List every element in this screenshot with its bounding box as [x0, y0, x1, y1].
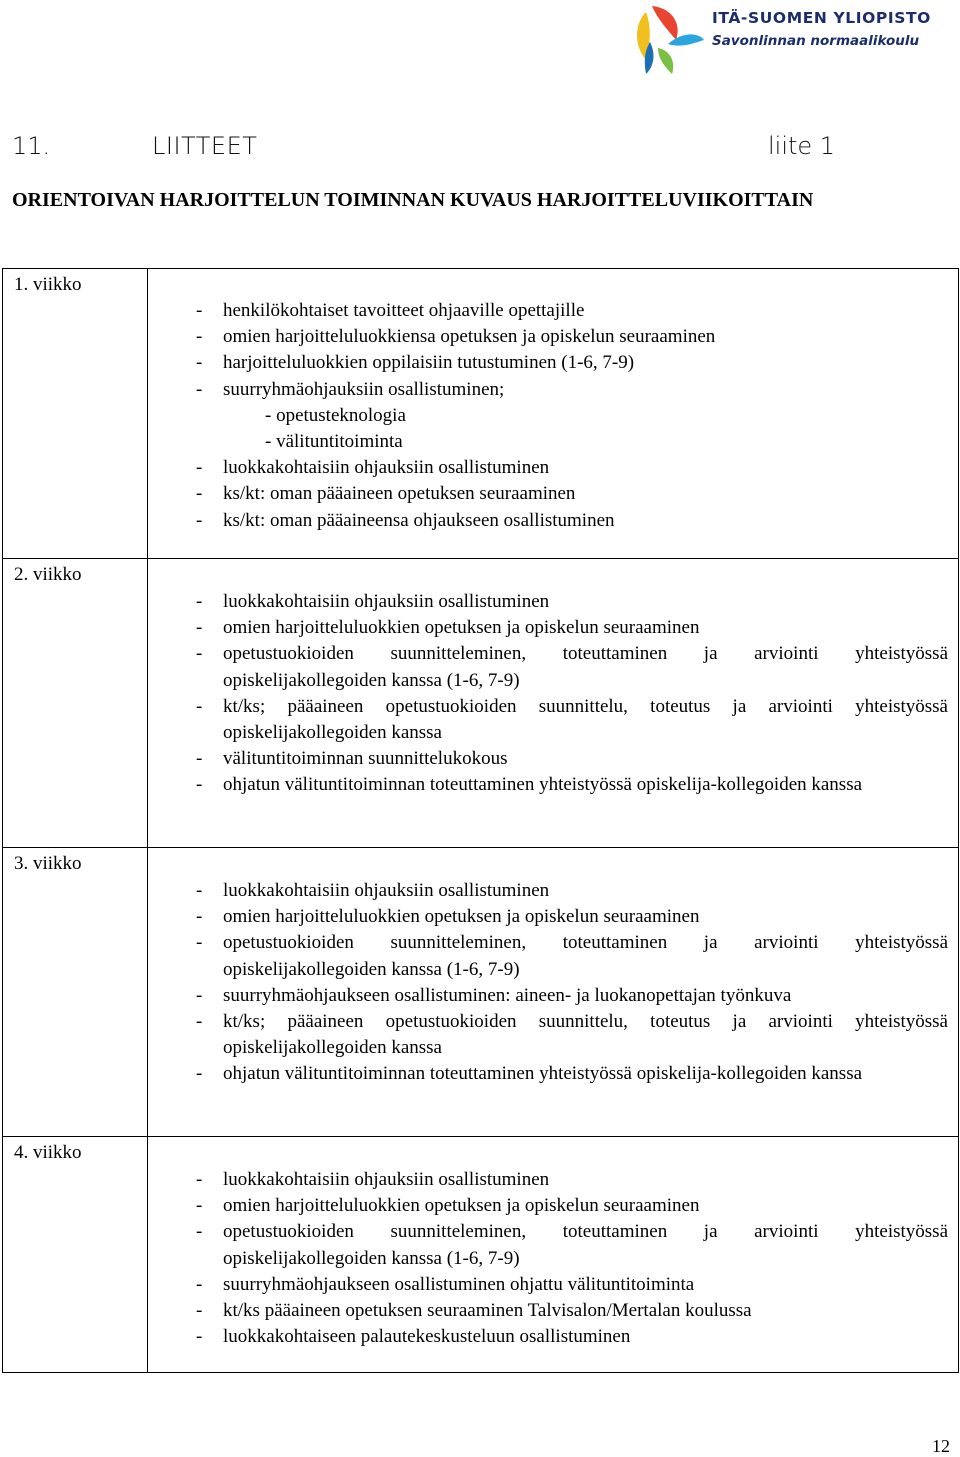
sub-list-item: - välituntitoiminta [265, 431, 403, 453]
list-item: - välituntitoiminnan suunnittelukokous [196, 748, 508, 770]
list-item: - harjoitteluluokkien oppilaisiin tutustuminen (1-6, 7-9) [196, 352, 635, 374]
list-item: - luokkakohtaisiin ohjauksiin osallistuminen [196, 457, 550, 479]
list-item: - suurryhmäohjaukseen osallistuminen ohjattu välituntitoiminta [196, 1273, 695, 1295]
list-item: - kt/ks pääaineen opetuksen seuraaminen Talvisalon/Mertalan koulussa [196, 1300, 752, 1322]
list-item: - luokkakohtaisiin ohjauksiin osallistuminen [196, 1169, 550, 1190]
table-row-week-3 [3, 848, 959, 1137]
list-item: - kt/ks; pääaineen opetustuokioiden suunnittelu, toteutus ja arviointi yhteistyössä opiskelijakollegoiden kanssa [196, 695, 948, 744]
table-row-week-2 [3, 559, 959, 848]
logo-university-name: ITÄ-SUOMEN YLIOPISTO [712, 9, 931, 27]
list-item: - luokkakohtaisiin ohjauksiin osallistuminen [196, 591, 550, 612]
sub-list-item: - opetusteknologia [265, 404, 406, 426]
list-item: - luokkakohtaisiin ohjauksiin osallistuminen [196, 880, 550, 901]
list-item: - opetustuokioiden suunnitteleminen, toteuttaminen ja arviointi yhteistyössä opiskelijakollegoiden kanssa (1-6, 7-9) [196, 932, 948, 980]
annex-label: liite 1 [768, 132, 836, 160]
list-item: - ohjatun välituntitoiminnan toteuttaminen yhteistyössä opiskelija-kollegoiden kanssa [196, 1063, 863, 1085]
list-item: - suurryhmäohjauksiin osallistuminen; [196, 378, 505, 400]
table-row-week-4 [3, 1137, 959, 1373]
flower-logo-icon [632, 2, 704, 76]
week-label: 3. viikko [14, 853, 82, 874]
week-cell [3, 559, 148, 848]
logo-petal-green [658, 48, 673, 74]
week-label: 1. viikko [14, 274, 82, 295]
logo-petal-red [652, 6, 678, 40]
list-item: - omien harjoitteluluokkien opetuksen ja opiskelun seuraaminen [196, 617, 700, 639]
week-cell [3, 269, 148, 559]
section-title: LIITTEET [152, 132, 258, 160]
page-number: 12 [932, 1436, 950, 1456]
activities-cell [148, 269, 959, 559]
week-label: 4. viikko [14, 1142, 82, 1163]
document-subheading: ORIENTOIVAN HARJOITTELUN TOIMINNAN KUVAUS HARJOITTELUVIIKOITTAIN [12, 189, 814, 211]
list-item: - opetustuokioiden suunnitteleminen, toteuttaminen ja arviointi yhteistyössä opiskelijakollegoiden kanssa (1-6, 7-9) [196, 643, 948, 691]
weekly-activities-table [2, 268, 959, 1373]
list-item: - kt/ks; pääaineen opetustuokioiden suunnittelu, toteutus ja arviointi yhteistyössä opiskelijakollegoiden kanssa [196, 1011, 948, 1059]
activities-cell [148, 1137, 959, 1373]
activities-cell [148, 559, 959, 848]
section-number: 11. [12, 132, 51, 160]
week-label: 2. viikko [14, 564, 82, 585]
list-item: - ks/kt: oman pääaineen opetuksen seuraaminen [196, 483, 576, 505]
table-row-week-1 [3, 269, 959, 559]
list-item: - opetustuokioiden suunnitteleminen, toteuttaminen ja arviointi yhteistyössä opiskelijakollegoiden kanssa (1-6, 7-9) [196, 1221, 948, 1269]
list-item: - henkilökohtaiset tavoitteet ohjaaville opettajille [196, 300, 585, 321]
list-item: - luokkakohtaiseen palautekeskusteluun osallistuminen [196, 1326, 631, 1348]
list-item: - omien harjoitteluluokkien opetuksen ja opiskelun seuraaminen [196, 1195, 700, 1217]
week-cell [3, 848, 148, 1137]
logo-school-name: Savonlinnan normaalikoulu [712, 33, 920, 49]
list-item: - suurryhmäohjaukseen osallistuminen: aineen- ja luokanopettajan työnkuva [196, 984, 792, 1006]
list-item: - omien harjoitteluluokkiensa opetuksen ja opiskelun seuraaminen [196, 326, 716, 348]
week-cell [3, 1137, 148, 1373]
university-logo [632, 2, 952, 76]
list-item: - ohjatun välituntitoiminnan toteuttaminen yhteistyössä opiskelija-kollegoiden kanssa [196, 774, 863, 796]
activities-cell [148, 848, 959, 1137]
list-item: - omien harjoitteluluokkien opetuksen ja opiskelun seuraaminen [196, 906, 700, 928]
list-item: - ks/kt: oman pääaineensa ohjaukseen osallistuminen [196, 509, 615, 531]
